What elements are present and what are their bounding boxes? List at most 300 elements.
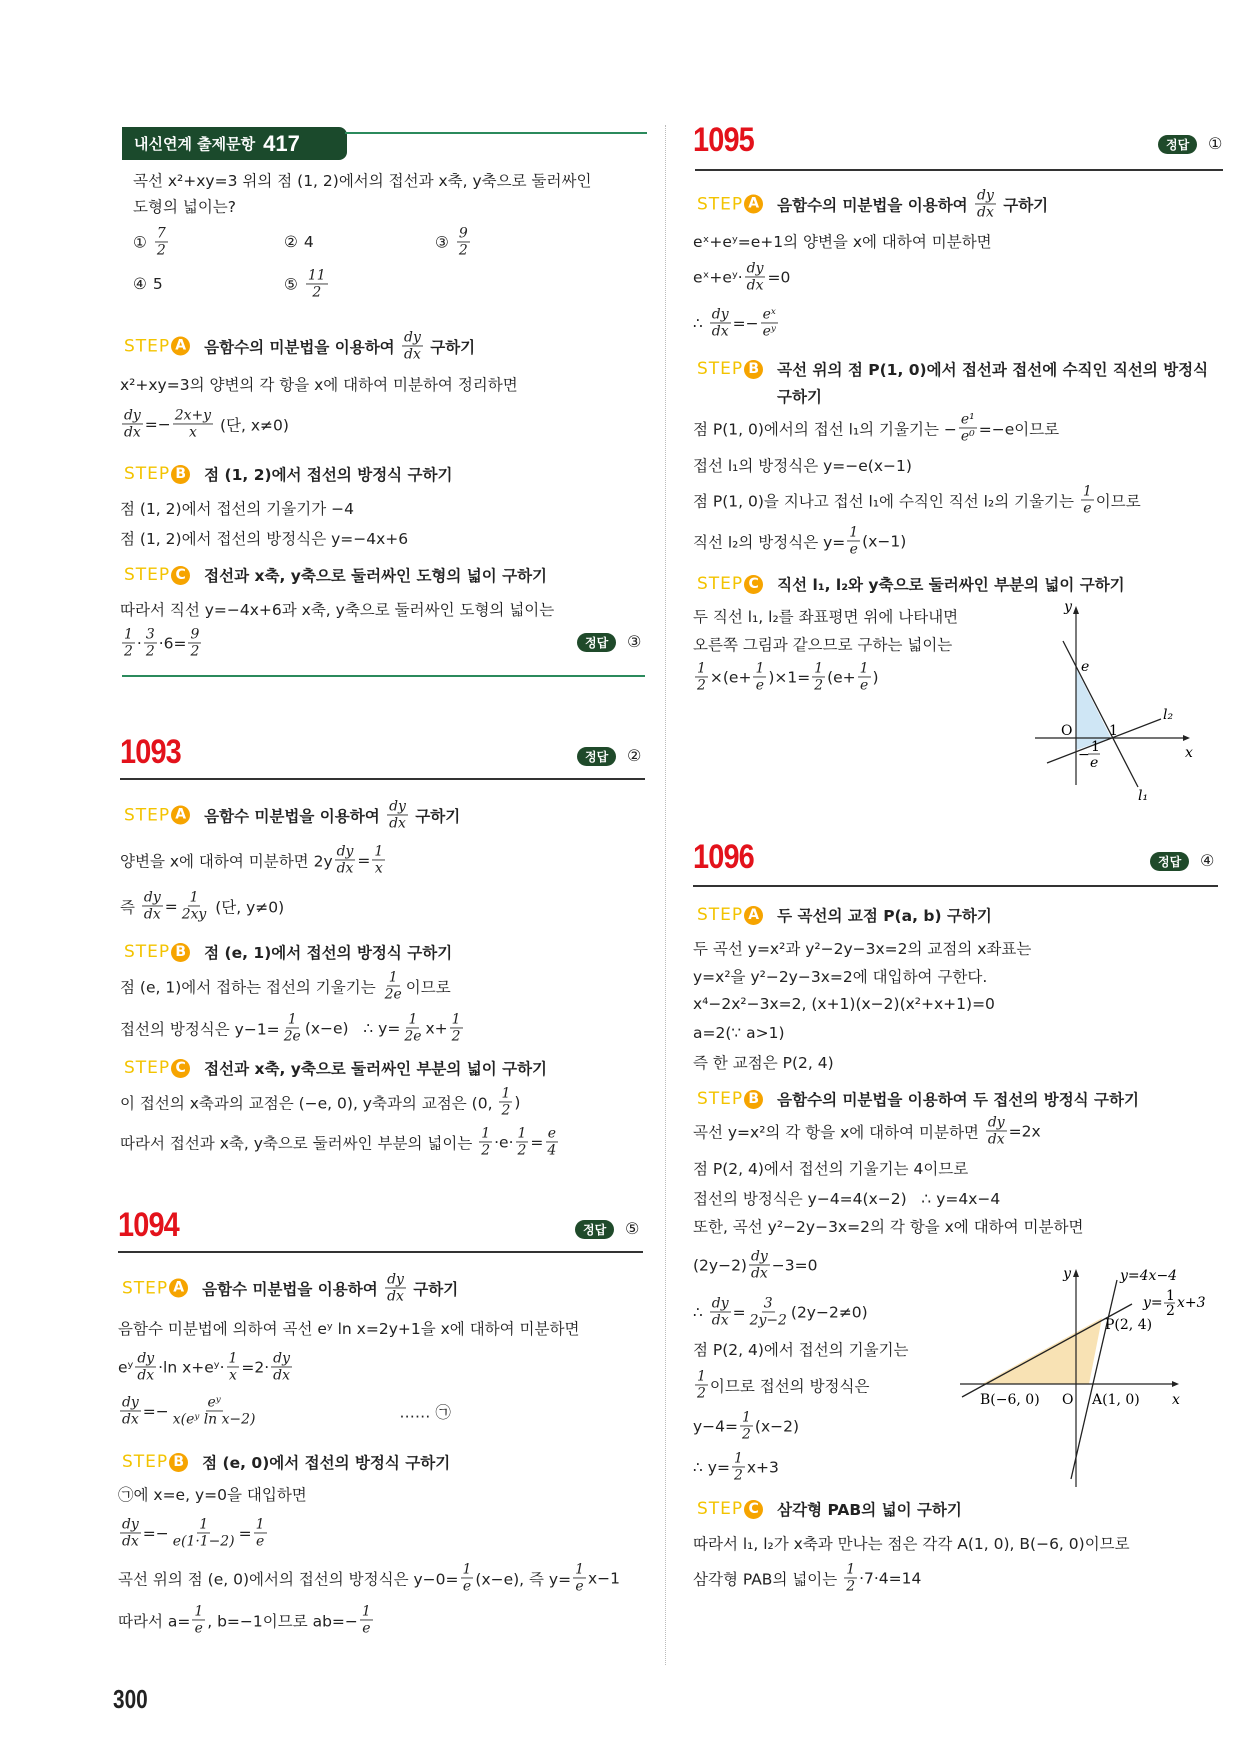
line2-prefix: y= bbox=[1143, 1295, 1163, 1311]
step-c-heading bbox=[697, 573, 1125, 595]
numerator: dy bbox=[143, 889, 161, 906]
fraction bbox=[695, 660, 708, 693]
step-label: STEP bbox=[697, 359, 744, 379]
step-c-heading bbox=[124, 564, 547, 586]
problem-number: 1095 bbox=[693, 121, 754, 159]
numerator: 1 bbox=[124, 626, 133, 643]
fraction bbox=[171, 1394, 258, 1427]
text-run: ·7·4=14 bbox=[859, 1569, 922, 1587]
numerator: 1 bbox=[451, 1011, 461, 1028]
text-run: 구하기 bbox=[407, 1280, 459, 1298]
numerator: dy bbox=[273, 1350, 290, 1367]
fraction bbox=[986, 1114, 1007, 1147]
answer-value: ① bbox=[1208, 134, 1223, 153]
step-letter-circle: C bbox=[171, 1059, 190, 1078]
fraction bbox=[748, 1295, 789, 1328]
fraction bbox=[545, 1125, 558, 1158]
x-axis-label: x bbox=[1172, 1392, 1180, 1408]
denominator: 2 bbox=[458, 242, 468, 259]
e-label: e bbox=[1081, 659, 1090, 675]
denominator: dx bbox=[404, 346, 421, 363]
problem-number: 1093 bbox=[120, 733, 181, 771]
text-run: 점 (1, 2)에서 접선의 기울기가 −4 bbox=[120, 500, 354, 518]
text-run: y=x²을 y²−2y−3x=2에 대입하여 구한다. bbox=[693, 968, 988, 986]
step-label: STEP bbox=[124, 565, 171, 585]
text-run: ∴ bbox=[693, 314, 708, 332]
step-label: STEP bbox=[122, 1278, 169, 1298]
text-run: = bbox=[357, 851, 371, 869]
equation-tag: …… ㉠ bbox=[399, 1403, 451, 1421]
text-run: = bbox=[732, 1303, 746, 1321]
denominator: dx bbox=[987, 1131, 1005, 1148]
solution-line bbox=[693, 965, 987, 987]
denominator: dx bbox=[387, 1288, 404, 1305]
text-run: 접선과 x축, y축으로 둘러싸인 도형의 넓이 구하기 bbox=[204, 567, 548, 585]
solution-line bbox=[693, 605, 958, 627]
denominator: 2 bbox=[742, 1426, 751, 1443]
text-run: )×1= bbox=[768, 668, 811, 686]
solution-line bbox=[120, 889, 284, 922]
numerator: 1 bbox=[733, 1450, 743, 1467]
y-axis-arrow-icon bbox=[1073, 606, 1079, 614]
denominator: dx bbox=[124, 424, 141, 441]
fraction bbox=[959, 411, 977, 444]
answer-badge: 정답 bbox=[1158, 135, 1197, 154]
text-run: 점 (e, 1)에서 접하는 접선의 기울기는 bbox=[120, 978, 381, 996]
numerator: 1 bbox=[742, 1409, 751, 1426]
l1-label: l₁ bbox=[1138, 788, 1149, 804]
numerator: 1 bbox=[814, 660, 824, 677]
text-run: =0 bbox=[767, 268, 791, 286]
fraction bbox=[457, 225, 470, 258]
denominator: e bbox=[755, 677, 764, 694]
line-l1 bbox=[1063, 641, 1138, 787]
solution-line bbox=[693, 1338, 909, 1360]
denominator: e bbox=[194, 1620, 203, 1637]
step-label: STEP bbox=[124, 464, 171, 484]
step-b-heading bbox=[697, 358, 1208, 380]
text-run: (e+ bbox=[827, 668, 856, 686]
fraction bbox=[975, 187, 996, 220]
text-run: eʸ bbox=[118, 1358, 134, 1376]
step-a-heading bbox=[124, 798, 460, 831]
numerator: 1 bbox=[374, 843, 384, 860]
solution-line bbox=[693, 1295, 868, 1328]
text-run: =2x bbox=[1008, 1122, 1041, 1140]
denominator: 2 bbox=[517, 1142, 527, 1159]
answer-value: ② bbox=[627, 746, 642, 765]
numerator: 1 bbox=[287, 1011, 297, 1028]
text-run: ×(e+ bbox=[709, 668, 752, 686]
step-c-heading bbox=[697, 1498, 962, 1520]
step-letter-circle: A bbox=[169, 1279, 188, 1298]
exam-top-rule bbox=[345, 132, 647, 134]
fraction bbox=[732, 1450, 745, 1483]
denominator: 2 bbox=[697, 677, 706, 694]
text-run: 삼각형 PAB의 넓이 구하기 bbox=[777, 1501, 962, 1519]
denominator: dx bbox=[746, 277, 764, 294]
solution-line bbox=[693, 1187, 1000, 1209]
solution-line bbox=[120, 1085, 520, 1118]
text-run: ) bbox=[514, 1093, 521, 1111]
step-letter-circle: A bbox=[744, 195, 763, 214]
fraction bbox=[192, 1603, 205, 1636]
solution-line bbox=[693, 230, 992, 252]
step-label: STEP bbox=[697, 1499, 744, 1519]
fraction bbox=[180, 889, 209, 922]
denominator: dx bbox=[711, 1312, 729, 1329]
numerator: dy bbox=[711, 1295, 729, 1312]
text-run: ) bbox=[872, 668, 879, 686]
diagram-1095 bbox=[1025, 595, 1225, 805]
text-run: 점 P(2, 4)에서 접선의 기울기는 4이므로 bbox=[693, 1160, 969, 1178]
solution-line bbox=[693, 306, 780, 339]
fraction bbox=[812, 660, 825, 693]
step-letter-circle: B bbox=[744, 1090, 763, 1109]
origin-label: O bbox=[1062, 1392, 1074, 1408]
point-b-label: B(−6, 0) bbox=[980, 1392, 1040, 1408]
numerator: dy bbox=[122, 1394, 139, 1411]
denominator: e bbox=[462, 1578, 472, 1595]
denominator: e bbox=[849, 541, 858, 558]
denominator: x bbox=[188, 424, 197, 441]
fraction bbox=[753, 660, 766, 693]
denominator: dx bbox=[977, 204, 994, 221]
step-label: STEP bbox=[697, 194, 744, 214]
exam-label: 내신연계 출제문항 bbox=[134, 135, 256, 153]
fraction bbox=[516, 1125, 529, 1158]
answer-badge: 정답 bbox=[577, 633, 616, 652]
numerator: eˣ bbox=[762, 306, 776, 323]
denominator: e bbox=[575, 1578, 584, 1595]
choice-number: ② bbox=[284, 233, 298, 251]
numerator: e¹ bbox=[960, 411, 975, 428]
fraction bbox=[450, 1011, 463, 1044]
fraction bbox=[479, 1125, 492, 1158]
step-label: STEP bbox=[697, 1089, 744, 1109]
text-run: (2y−2) bbox=[693, 1256, 747, 1274]
numerator: 1 bbox=[199, 1516, 209, 1533]
solution-line bbox=[693, 1114, 1041, 1147]
denominator: dx bbox=[750, 1265, 768, 1282]
denominator: 2 bbox=[124, 643, 133, 660]
numerator: 1 bbox=[189, 889, 199, 906]
fraction bbox=[847, 524, 860, 557]
step-a-heading bbox=[124, 329, 475, 362]
denominator: x bbox=[229, 1367, 237, 1384]
numerator: 1 bbox=[255, 1516, 265, 1533]
text-run: 또한, 곡선 y²−2y−3x=2의 각 항을 x에 대하여 미분하면 bbox=[693, 1218, 1084, 1236]
text-run: ㉠에 x=e, y=0을 대입하면 bbox=[118, 1486, 307, 1504]
numerator: 1 bbox=[408, 1011, 418, 1028]
solution-line bbox=[118, 1350, 294, 1383]
solution-line bbox=[118, 1394, 451, 1427]
numerator: dy bbox=[137, 1350, 155, 1367]
text-run: x+3 bbox=[746, 1458, 779, 1476]
answer-value: ⑤ bbox=[625, 1219, 640, 1238]
fraction bbox=[271, 1350, 292, 1383]
text-run: x²+xy=3의 양변의 각 항을 x에 대하여 미분하여 정리하면 bbox=[120, 376, 518, 394]
denominator: e⁰ bbox=[960, 428, 975, 445]
solution-line bbox=[777, 385, 822, 407]
denominator: eʸ bbox=[762, 323, 776, 340]
numerator: 1 bbox=[859, 660, 869, 677]
denominator: e bbox=[255, 1533, 265, 1550]
step-a-heading bbox=[697, 904, 992, 926]
text-run: =− bbox=[144, 415, 171, 433]
denominator: x(eʸ ln x−2) bbox=[172, 1411, 256, 1428]
numerator: 9 bbox=[190, 626, 200, 643]
text-run: (x−1) bbox=[862, 532, 907, 550]
text-run: a=2(∵ a>1) bbox=[693, 1024, 785, 1042]
numerator: 1 bbox=[228, 1350, 238, 1367]
fraction bbox=[120, 1516, 141, 1549]
numerator: dy bbox=[711, 306, 729, 323]
denominator: dx bbox=[389, 815, 406, 832]
denominator: 2 bbox=[145, 643, 155, 660]
denominator: dx bbox=[122, 1411, 139, 1428]
text-run: 두 곡선의 교점 P(a, b) 구하기 bbox=[777, 907, 992, 925]
answer-value: ④ bbox=[1200, 851, 1215, 870]
line2-num: 1 bbox=[1166, 1288, 1175, 1304]
text-run: 따라서 a= bbox=[118, 1612, 191, 1630]
fraction bbox=[335, 843, 356, 876]
step-letter-circle: B bbox=[169, 1453, 188, 1472]
step-b-heading bbox=[124, 463, 452, 485]
solution-line bbox=[120, 843, 387, 876]
solution-line bbox=[120, 1125, 560, 1158]
choice-number: ⑤ bbox=[284, 275, 298, 293]
denominator: 2 bbox=[156, 242, 166, 259]
solution-line bbox=[120, 373, 518, 395]
fraction bbox=[306, 267, 328, 300]
fraction bbox=[120, 1394, 141, 1427]
y-axis-label: y bbox=[1063, 1266, 1071, 1282]
point-p-label: P(2, 4) bbox=[1105, 1317, 1153, 1333]
header-rule bbox=[120, 778, 645, 780]
text-run: 이므로 bbox=[405, 978, 451, 996]
text-run: eˣ+eʸ· bbox=[693, 268, 743, 286]
step-letter-circle: C bbox=[744, 575, 763, 594]
solution-line bbox=[693, 411, 1059, 444]
x-axis-label: x bbox=[1185, 745, 1193, 761]
solution-line bbox=[118, 1561, 620, 1594]
fraction bbox=[227, 1350, 240, 1383]
step-label: STEP bbox=[124, 805, 171, 825]
numerator: 1 bbox=[481, 1125, 491, 1142]
text-run: 점 (e, 1)에서 접선의 방정식 구하기 bbox=[204, 944, 453, 962]
step-b-heading bbox=[122, 1451, 450, 1473]
numerator: dy bbox=[977, 187, 994, 204]
text-run: 구하기 bbox=[424, 338, 476, 356]
fraction bbox=[749, 1248, 770, 1281]
denominator: 2 bbox=[697, 1385, 706, 1402]
header-rule bbox=[693, 885, 1218, 887]
step-letter-circle: C bbox=[744, 1500, 763, 1519]
line2-suffix: x+3 bbox=[1177, 1295, 1206, 1311]
numerator: 2x+y bbox=[174, 407, 212, 424]
numerator: 1 bbox=[517, 1125, 527, 1142]
text-run: =2· bbox=[241, 1358, 270, 1376]
denominator: dx bbox=[273, 1367, 290, 1384]
text-run: · bbox=[136, 634, 142, 652]
denominator: dx bbox=[711, 323, 729, 340]
denominator: 2e bbox=[404, 1028, 422, 1045]
text-run: 음함수 미분법을 이용하여 bbox=[204, 807, 386, 825]
shaded-triangle bbox=[982, 1318, 1102, 1384]
text-run: y−4= bbox=[693, 1417, 739, 1435]
denominator: x bbox=[374, 860, 383, 877]
solution-line bbox=[120, 626, 203, 659]
solution-line bbox=[693, 1051, 834, 1073]
fraction bbox=[402, 1011, 423, 1044]
denominator: e bbox=[362, 1620, 371, 1637]
denominator: 2e bbox=[283, 1028, 301, 1045]
text-run: eˣ+eʸ=e+1의 양변을 x에 대하여 미분하면 bbox=[693, 233, 992, 251]
numerator: dy bbox=[122, 1516, 139, 1533]
point-a-label: A(1, 0) bbox=[1092, 1392, 1140, 1408]
text-run: 따라서 직선 y=−4x+6과 x축, y축으로 둘러싸인 도형의 넓이는 bbox=[120, 601, 555, 619]
numerator: 1 bbox=[575, 1561, 584, 1578]
text-run: 즉 bbox=[120, 898, 140, 916]
text-run: 이므로 접선의 방정식은 bbox=[709, 1377, 870, 1395]
step-c-heading bbox=[124, 1057, 547, 1079]
fraction bbox=[499, 1085, 512, 1118]
solution-line bbox=[693, 660, 879, 693]
step-label: STEP bbox=[122, 1452, 169, 1472]
text-run: 곡선 y=x²의 각 항을 x에 대하여 미분하면 bbox=[693, 1123, 984, 1141]
fraction bbox=[461, 1561, 474, 1594]
text-run: (x−e), 즉 y= bbox=[475, 1570, 572, 1588]
column-divider bbox=[665, 125, 666, 1665]
denominator: 2xy bbox=[181, 906, 207, 923]
line1-label: y=4x−4 bbox=[1120, 1268, 1178, 1284]
solution-line bbox=[693, 260, 790, 293]
numerator: eʸ bbox=[207, 1394, 221, 1411]
step-letter-circle: B bbox=[171, 943, 190, 962]
text-run: x−1 bbox=[587, 1569, 621, 1587]
choice-number: ④ bbox=[133, 275, 147, 293]
step-b-heading bbox=[697, 1088, 1139, 1110]
fraction bbox=[573, 1561, 586, 1594]
text-run: , b=−1이므로 ab=− bbox=[207, 1612, 358, 1630]
step-a-heading bbox=[697, 187, 1048, 220]
fraction bbox=[858, 660, 871, 693]
problem-number: 1096 bbox=[693, 838, 754, 876]
header-rule bbox=[695, 169, 1223, 171]
solution-line bbox=[693, 1157, 968, 1179]
text-run: 직선 l₁, l₂와 y축으로 둘러싸인 부분의 넓이 구하기 bbox=[777, 576, 1125, 594]
text-run: (x−e) ∴ y= bbox=[304, 1019, 401, 1037]
exam-number: 417 bbox=[263, 130, 300, 156]
fraction bbox=[282, 1011, 303, 1044]
text-run: 음함수 미분법을 이용하여 bbox=[202, 1280, 384, 1298]
solution-line bbox=[693, 454, 912, 476]
page-number: 300 bbox=[113, 1684, 148, 1714]
solution-line bbox=[693, 1024, 785, 1042]
neg-sign: − bbox=[1078, 747, 1090, 763]
fraction bbox=[385, 1271, 406, 1304]
solution-line bbox=[693, 1450, 779, 1483]
numerator: dy bbox=[404, 329, 421, 346]
solution-line bbox=[693, 995, 995, 1013]
denominator: dx bbox=[336, 860, 354, 877]
text-run: 양변을 x에 대하여 미분하면 2y bbox=[120, 852, 333, 870]
solution-line bbox=[693, 633, 952, 655]
fraction bbox=[402, 329, 423, 362]
text-run: x+ bbox=[425, 1019, 448, 1037]
step-letter-circle: A bbox=[744, 906, 763, 925]
choice-3 bbox=[435, 225, 472, 258]
denominator: 2 bbox=[190, 643, 200, 660]
fraction bbox=[383, 969, 404, 1002]
text-run: 두 직선 l₁, l₂를 좌표평면 위에 나타내면 bbox=[693, 608, 959, 626]
denominator: 2 bbox=[481, 1142, 491, 1159]
fraction bbox=[155, 225, 168, 258]
fraction bbox=[173, 407, 213, 440]
fraction bbox=[122, 407, 143, 440]
solution-line bbox=[120, 1011, 465, 1044]
text-run: 구하기 bbox=[777, 388, 822, 406]
text-run: x⁴−2x²−3x=2, (x+1)(x−2)(x²+x+1)=0 bbox=[693, 995, 995, 1013]
text-run: −3=0 bbox=[771, 1256, 818, 1274]
text-run: (x−2) bbox=[754, 1417, 800, 1435]
text-run: 점 P(1, 0)에서의 접선 l₁의 기울기는 − bbox=[693, 420, 957, 438]
text-run: = bbox=[238, 1524, 252, 1542]
choice-1 bbox=[133, 225, 170, 258]
fraction bbox=[144, 626, 157, 659]
one-label: 1 bbox=[1109, 723, 1118, 739]
solution-line bbox=[120, 527, 408, 549]
text-run: 점 P(1, 0)을 지나고 접선 l₁에 수직인 직선 l₂의 기울기는 bbox=[693, 492, 1079, 510]
fraction bbox=[844, 1561, 857, 1594]
problem-number: 1094 bbox=[118, 1206, 179, 1244]
text-run: 구하기 bbox=[997, 196, 1049, 214]
denominator: e bbox=[1083, 500, 1092, 517]
numerator: 1 bbox=[697, 660, 706, 677]
denominator: 2 bbox=[451, 1028, 461, 1045]
text-run: 접선과 x축, y축으로 둘러싸인 부분의 넓이 구하기 bbox=[204, 1060, 548, 1078]
text-run: (단, y≠0) bbox=[210, 898, 285, 916]
denominator: e(1·1−2) bbox=[172, 1533, 235, 1550]
solution-line bbox=[120, 497, 354, 519]
text-run: 접선의 방정식은 y−4=4(x−2) ∴ y=4x−4 bbox=[693, 1190, 1001, 1208]
numerator: dy bbox=[746, 260, 764, 277]
text-run: 점 (1, 2)에서 접선의 방정식 구하기 bbox=[204, 466, 453, 484]
choice-4 bbox=[133, 275, 163, 293]
diagram-1096 bbox=[950, 1262, 1240, 1494]
denominator: 2 bbox=[846, 1578, 856, 1595]
x-axis-arrow-icon bbox=[1172, 1381, 1179, 1387]
numerator: 3 bbox=[763, 1295, 773, 1312]
text-run: ·e· bbox=[494, 1133, 514, 1151]
numerator: 1 bbox=[388, 969, 398, 986]
choice-2 bbox=[284, 233, 314, 251]
answer-badge: 정답 bbox=[1150, 852, 1189, 871]
solution-line bbox=[693, 524, 906, 557]
neg-inv-e-den: e bbox=[1090, 755, 1099, 771]
fraction bbox=[710, 306, 731, 339]
numerator: dy bbox=[387, 1271, 404, 1288]
solution-line bbox=[118, 1516, 269, 1549]
text-run: 이므로 bbox=[1095, 492, 1141, 510]
numerator: dy bbox=[124, 407, 141, 424]
text-run: 오른쪽 그림과 같으므로 구하는 넓이는 bbox=[693, 636, 953, 654]
choice-number: ③ bbox=[435, 233, 449, 251]
text-run: =− bbox=[142, 1402, 169, 1420]
text-run: 음함수의 미분법을 이용하여 bbox=[777, 196, 974, 214]
fraction bbox=[761, 306, 778, 339]
